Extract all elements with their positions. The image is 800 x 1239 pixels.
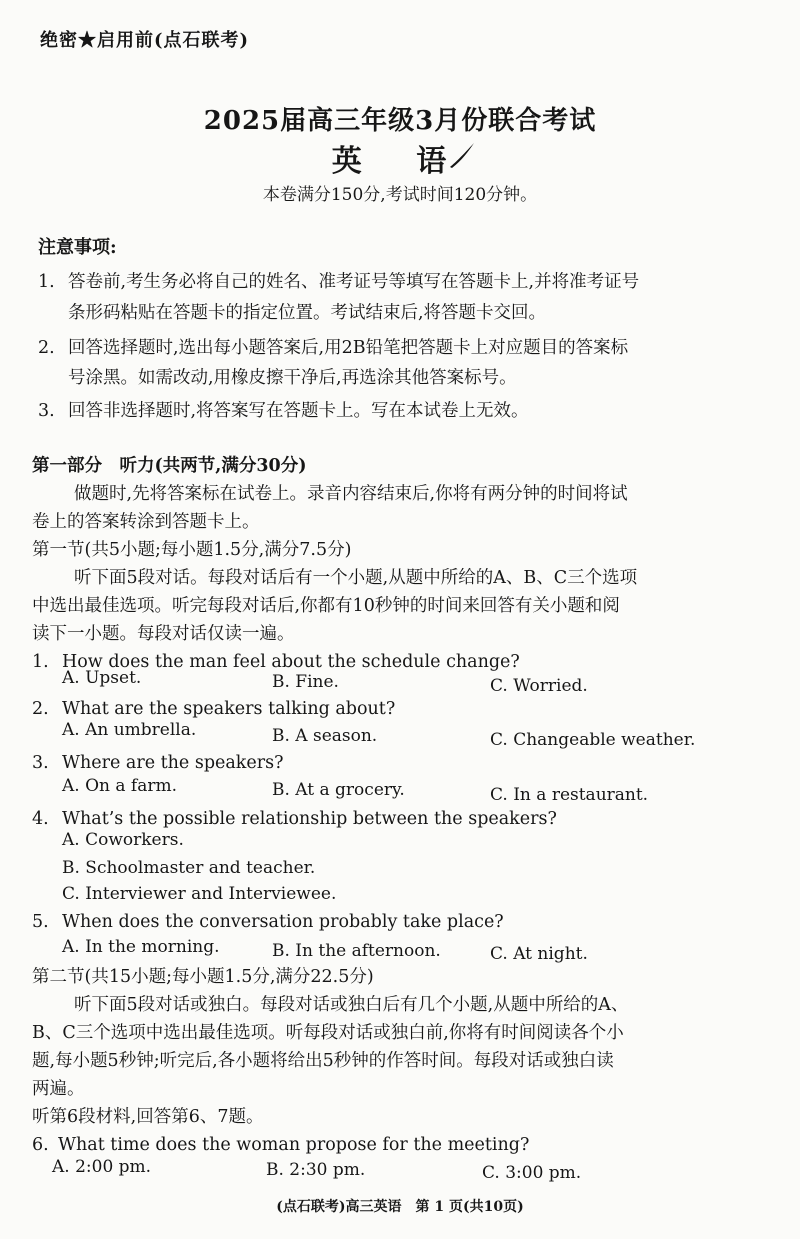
notice-item-2-line2: 号涂黑。如需改动,用橡皮擦干净后,再选涂其他答案标号。 xyxy=(68,368,517,388)
part1-intro-line1: 做题时,先将答案标在试卷上。录音内容结束后,你将有两分钟的时间将试 xyxy=(74,484,628,504)
notice-item-2-num: 2. xyxy=(38,338,55,358)
question-5-number: 5. xyxy=(32,912,49,932)
confidential-label: 绝密★启用前(点石联考) xyxy=(40,30,250,51)
question-3-option-c: C. In a restaurant. xyxy=(490,785,649,805)
question-3-text: Where are the speakers? xyxy=(62,753,284,773)
subject-title: 英 语 xyxy=(331,144,469,179)
question-6-option-a: A. 2:00 pm. xyxy=(52,1157,152,1177)
section1-intro-line1: 听下面5段对话。每段对话后有一个小题,从题中所给的A、B、C三个选项 xyxy=(74,568,638,588)
question-6-number: 6. xyxy=(32,1135,49,1155)
page-footer: (点石联考)高三英语 第 1 页(共10页) xyxy=(276,1199,524,1215)
section2-intro-line4: 两遍。 xyxy=(32,1079,85,1099)
section2-heading: 第二节(共15小题;每小题1.5分,满分22.5分) xyxy=(32,967,374,987)
part1-intro-line2: 卷上的答案转涂到答题卡上。 xyxy=(32,512,260,532)
question-4-option-c: C. Interviewer and Interviewee. xyxy=(62,884,337,904)
question-2-option-c: C. Changeable weather. xyxy=(490,730,696,750)
section1-heading: 第一节(共5小题;每小题1.5分,满分7.5分) xyxy=(32,540,352,560)
exam-title: 2025届高三年级3月份联合考试 xyxy=(203,106,597,136)
question-2-text: What are the speakers talking about? xyxy=(62,699,396,719)
section2-intro-line1: 听下面5段对话或独白。每段对话或独白后有几个小题,从题中所给的A、 xyxy=(74,995,629,1015)
question-1-option-c: C. Worried. xyxy=(490,676,588,696)
question-4-option-b: B. Schoolmaster and teacher. xyxy=(62,858,316,878)
question-6-option-c: C. 3:00 pm. xyxy=(482,1163,582,1183)
question-4-option-a: A. Coworkers. xyxy=(62,830,184,850)
question-2-number: 2. xyxy=(32,699,49,719)
notice-item-3-line1: 回答非选择题时,将答案写在答题卡上。写在本试卷上无效。 xyxy=(68,401,529,421)
question-3-option-b: B. At a grocery. xyxy=(272,780,405,800)
question-3-number: 3. xyxy=(32,753,49,773)
question-6-text: What time does the woman propose for the meeting? xyxy=(58,1135,530,1155)
question-4-text: What’s the possible relationship between the speakers? xyxy=(62,809,557,829)
question-3-option-a: A. On a farm. xyxy=(62,776,177,796)
notice-item-1-line2: 条形码粘贴在答题卡的指定位置。考试结束后,将答题卡交回。 xyxy=(68,303,547,323)
question-5-option-c: C. At night. xyxy=(490,944,588,964)
score-time-info: 本卷满分150分,考试时间120分钟。 xyxy=(262,185,538,205)
question-5-option-b: B. In the afternoon. xyxy=(272,941,441,961)
notice-heading: 注意事项: xyxy=(38,237,117,258)
question-1-text: How does the man feel about the schedule change? xyxy=(62,652,520,672)
question-1-option-a: A. Upset. xyxy=(62,668,142,688)
section1-intro-line2: 中选出最佳选项。听完每段对话后,你都有10秒钟的时间来回答有关小题和阅 xyxy=(32,596,620,616)
question-2-option-b: B. A season. xyxy=(272,726,378,746)
notice-item-1-num: 1. xyxy=(38,272,55,292)
question-5-option-a: A. In the morning. xyxy=(62,937,220,957)
section2-intro-line2: B、C三个选项中选出最佳选项。听每段对话或独白前,你将有时间阅读各个小 xyxy=(32,1023,624,1043)
notice-item-2-line1: 回答选择题时,选出每小题答案后,用2B铅笔把答题卡上对应题目的答案标 xyxy=(68,338,629,358)
material-6-instruction: 听第6段材料,回答第6、7题。 xyxy=(32,1107,264,1127)
question-6-option-b: B. 2:30 pm. xyxy=(266,1160,366,1180)
question-4-number: 4. xyxy=(32,809,49,829)
section2-intro-line3: 题,每小题5秒钟;听完后,各小题将给出5秒钟的作答时间。每段对话或独白读 xyxy=(32,1051,614,1071)
section1-intro-line3: 读下一小题。每段对话仅读一遍。 xyxy=(32,624,295,644)
question-2-option-a: A. An umbrella. xyxy=(62,720,197,740)
question-1-number: 1. xyxy=(32,652,49,672)
question-1-option-b: B. Fine. xyxy=(272,672,339,692)
question-5-text: When does the conversation probably take place? xyxy=(62,912,504,932)
notice-item-3-num: 3. xyxy=(38,401,55,421)
pen-stroke-icon xyxy=(448,140,476,170)
part1-heading: 第一部分 听力(共两节,满分30分) xyxy=(32,456,307,476)
notice-item-1-line1: 答卷前,考生务必将自己的姓名、准考证号等填写在答题卡上,并将准考证号 xyxy=(68,272,640,292)
